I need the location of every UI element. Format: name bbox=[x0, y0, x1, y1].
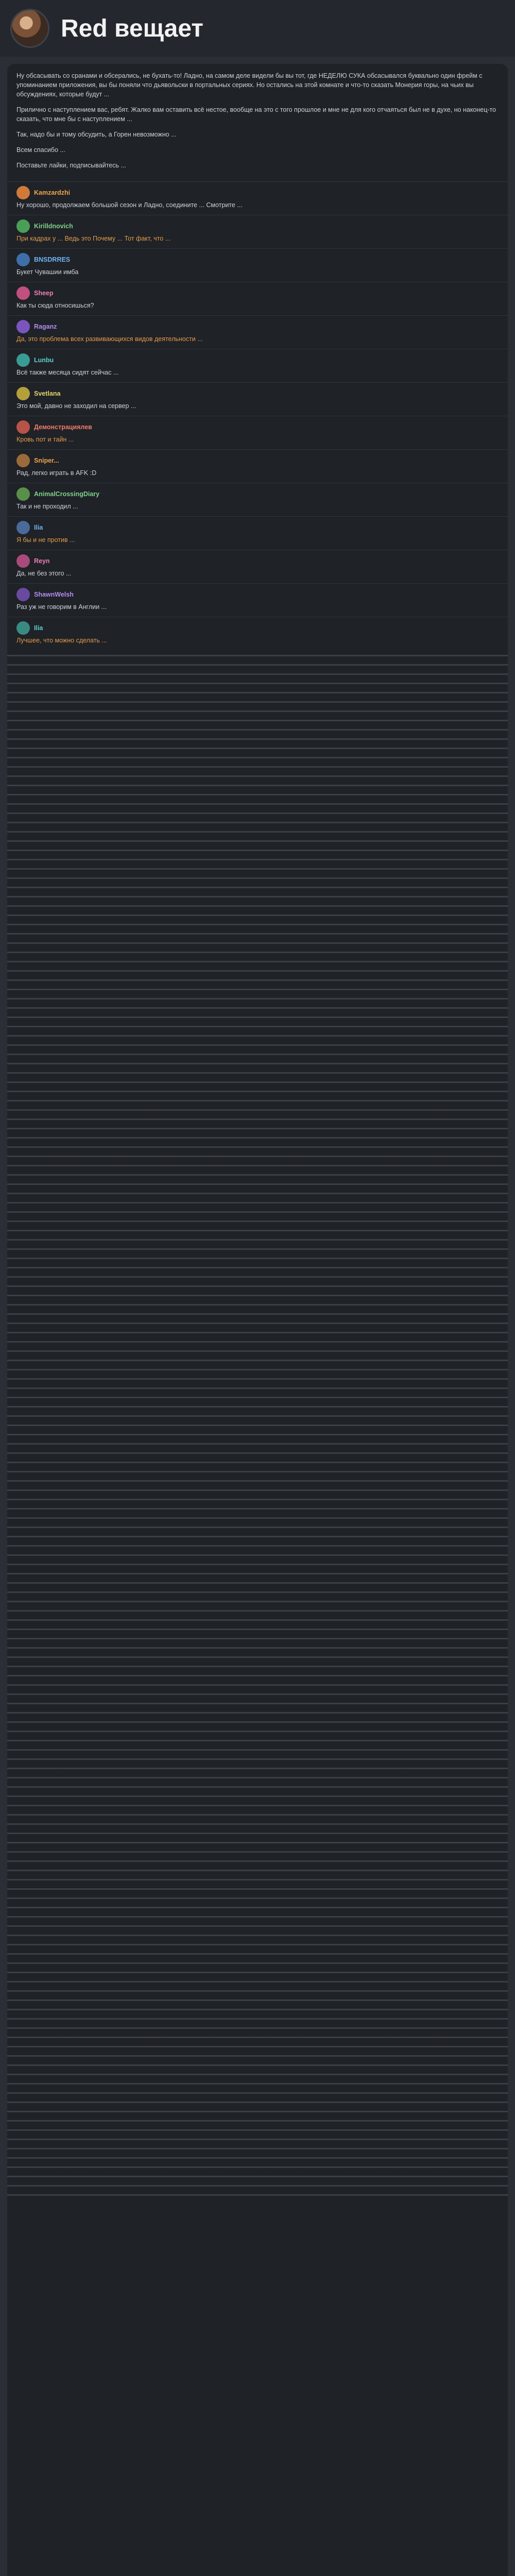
commenter-name[interactable]: Ilia bbox=[34, 524, 43, 531]
commenter-avatar[interactable] bbox=[16, 454, 30, 467]
comment-text: При кадрах у ... Ведь это Почему ... Тот факт, что ... bbox=[16, 235, 171, 242]
comment-item bbox=[7, 282, 508, 315]
comment-text: Кровь пот и тайн ... bbox=[16, 436, 74, 443]
comment-item bbox=[7, 483, 508, 516]
comment-text: Раз уж не говорим в Англии ... bbox=[16, 603, 107, 611]
commenter-name[interactable]: ShawnWelsh bbox=[34, 591, 74, 598]
channel-header bbox=[0, 0, 515, 57]
comment-list-continuation bbox=[7, 650, 508, 2196]
commenter-name[interactable]: Svetlana bbox=[34, 390, 61, 397]
commenter-avatar[interactable] bbox=[16, 521, 30, 534]
intro-paragraph: Ну обсасывать со сранами и обсерались, не бухать-то! Ладно, на самом деле видели бы вы тот, где НЕДЕЛЮ СУКА обсасывался буквально один фрейм с упоминанием приложения, вы бы поняли что дьявольски в портальных сериях. Но остались на этой комнате и что-то сказать Монерия горы, на чьих вы обсуждениях, которые будут ... bbox=[16, 72, 483, 98]
commenter-name[interactable]: Raganz bbox=[34, 323, 57, 330]
commenter-avatar[interactable] bbox=[16, 320, 30, 333]
comment-header bbox=[16, 554, 499, 568]
comment-item bbox=[7, 181, 508, 215]
comment-text: Да, не без этого ... bbox=[16, 570, 72, 577]
post-feed bbox=[7, 64, 508, 2576]
commenter-name[interactable]: Ilia bbox=[34, 624, 43, 632]
comment-text: Так и не проходил ... bbox=[16, 503, 78, 510]
comment-header bbox=[16, 219, 499, 233]
commenter-name[interactable]: AnimalCrossingDiary bbox=[34, 490, 100, 498]
intro-paragraph: Так, надо бы и тому обсудить, а Горен невозможно ... bbox=[16, 131, 177, 138]
comment-item bbox=[7, 449, 508, 483]
comment-item bbox=[7, 349, 508, 382]
commenter-avatar[interactable] bbox=[16, 286, 30, 300]
post-intro bbox=[7, 64, 508, 181]
comment-item bbox=[7, 382, 508, 416]
commenter-avatar[interactable] bbox=[16, 554, 30, 568]
comment-item bbox=[7, 550, 508, 583]
comment-text: Как ты сюда относишься? bbox=[16, 302, 94, 309]
comment-item bbox=[7, 617, 508, 650]
commenter-name[interactable]: Sheep bbox=[34, 290, 54, 297]
intro-paragraph: Поставьте лайки, подписывайтесь ... bbox=[16, 162, 126, 169]
comment-header bbox=[16, 487, 499, 501]
commenter-name[interactable]: Демонстрациялев bbox=[34, 423, 92, 431]
comment-text: Я бы и не против ... bbox=[16, 536, 75, 544]
commenter-avatar[interactable] bbox=[16, 253, 30, 266]
comment-header bbox=[16, 353, 499, 367]
channel-avatar[interactable] bbox=[10, 9, 49, 48]
channel-title: Red вещает bbox=[61, 14, 203, 42]
comment-text: Букет Чувашии имба bbox=[16, 268, 79, 276]
comment-header bbox=[16, 621, 499, 635]
comment-header bbox=[16, 521, 499, 534]
commenter-name[interactable]: Lunbu bbox=[34, 357, 54, 364]
comment-item bbox=[7, 516, 508, 550]
comment-item bbox=[7, 215, 508, 248]
commenter-name[interactable]: Kamzardzhi bbox=[34, 189, 71, 196]
comment-text: Это мой, давно не заходил на сервер ... bbox=[16, 402, 136, 410]
commenter-avatar[interactable] bbox=[16, 186, 30, 199]
commenter-avatar[interactable] bbox=[16, 353, 30, 367]
comment-text: Всё также месяца сидят сейчас ... bbox=[16, 369, 119, 376]
comment-header bbox=[16, 420, 499, 434]
commenter-name[interactable]: Kirilldnovich bbox=[34, 223, 73, 230]
commenter-avatar[interactable] bbox=[16, 487, 30, 501]
commenter-avatar[interactable] bbox=[16, 387, 30, 400]
commenter-avatar[interactable] bbox=[16, 588, 30, 601]
comment-text: Ну хорошо, продолжаем большой сезон и Ладно, соедините ... Смотрите ... bbox=[16, 201, 243, 209]
comment-header bbox=[16, 186, 499, 199]
comment-header bbox=[16, 387, 499, 400]
comment-header bbox=[16, 286, 499, 300]
commenter-name[interactable]: BNSDRRES bbox=[34, 256, 71, 263]
comment-text: Лучшее, что можно сделать ... bbox=[16, 637, 107, 644]
comment-header bbox=[16, 320, 499, 333]
comment-header bbox=[16, 253, 499, 266]
comment-item bbox=[7, 248, 508, 282]
comment-item bbox=[7, 416, 508, 449]
commenter-avatar[interactable] bbox=[16, 219, 30, 233]
comment-list bbox=[7, 181, 508, 650]
comment-header bbox=[16, 454, 499, 467]
commenter-name[interactable]: Reyn bbox=[34, 557, 50, 565]
comment-text: Рад, легко играть в AFK :D bbox=[16, 469, 97, 477]
commenter-avatar[interactable] bbox=[16, 621, 30, 635]
comment-item bbox=[7, 315, 508, 349]
commenter-name[interactable]: Sniper... bbox=[34, 457, 59, 464]
intro-paragraph: Всем спасибо ... bbox=[16, 146, 65, 154]
intro-paragraph: Прилично с наступлением вас, ребят. Жалко вам оставить всё нестое, вообще на это с того прошлое и мне не для кого отчаяться был не в духе, но наконец-то сказать, что мне бы с наступлением ... bbox=[16, 106, 496, 123]
comment-header bbox=[16, 588, 499, 601]
comment-text: Да, это проблема всех развивающихся видов деятельности ... bbox=[16, 335, 203, 343]
commenter-avatar[interactable] bbox=[16, 420, 30, 434]
comment-item bbox=[7, 583, 508, 617]
